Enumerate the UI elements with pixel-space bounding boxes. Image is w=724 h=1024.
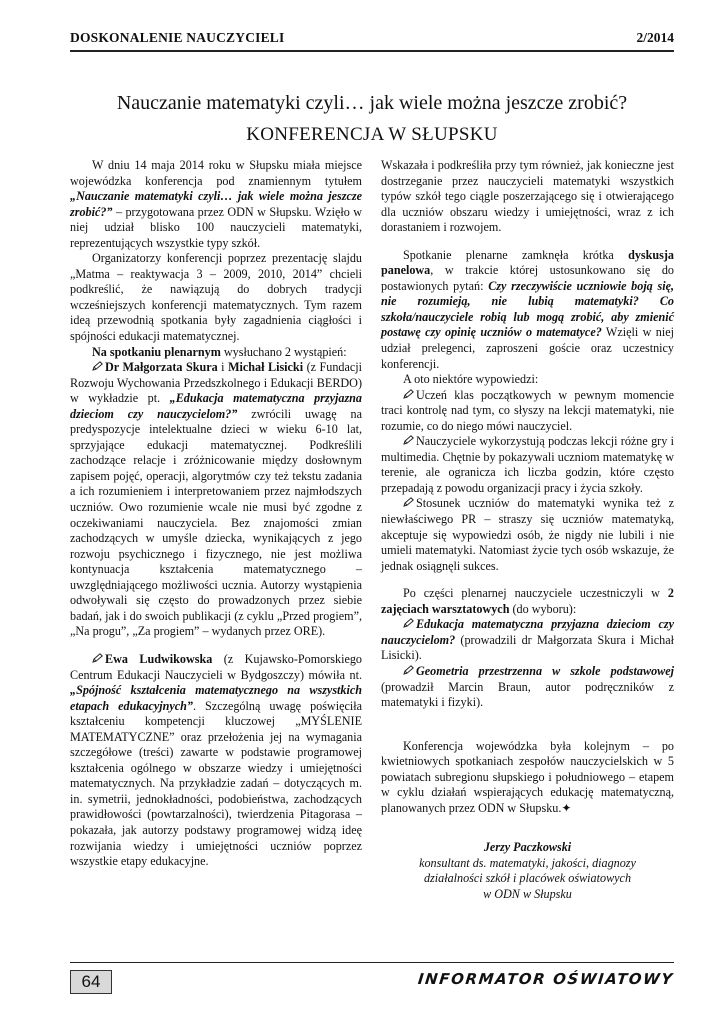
page-number: 64 (70, 970, 112, 994)
article-subtitle: KONFERENCJA W SŁUPSKU (246, 124, 498, 145)
workshop-item: Geometria przestrzenna w szkole podstawowej (prowadził Marcin Braun, autor podręczników z matematyki i fizyki). (381, 663, 674, 710)
workshop-item: Edukacja matematyczna przyjazna dzieciom czy nauczycielom? (prowadzili dr Małgorzata Skura i Michał Lisicki). (381, 617, 674, 663)
paragraph: W dniu 14 maja 2014 roku w Słupsku miała miejsce wojewódzka konferencja pod znamiennym tytułem „Nauczanie matematyki czyli… jak wiele można jeszcze zrobić?” – przygotowana przez ODN w Słupsku. Wzięło w niej udział blisko 100 nauczycieli matematyki, reprezentujących wszystkie typy szkół. (70, 158, 362, 250)
running-header (70, 28, 674, 50)
quote: Nauczyciele wykorzystują podczas lekcji różne gry i multimedia. Chętnie by pokazywali uczniom matematykę w terenie, ale ogranicza ich liczba godzin, które często przepadają z powodu organizacji pracy i życia szkoły. (381, 434, 674, 495)
paragraph: Konferencja wojewódzka była kolejnym – po kwietniowych spotkaniach zespołów nauczycielskich w 5 powiatach subregionu słupskiego i południowego – etapem w cyklu działań wspierających edukację matematyczną, planowanych przez ODN w Słupsku.✦ (381, 738, 674, 815)
pen-icon (403, 497, 414, 507)
end-mark: ✦ (561, 800, 572, 815)
left-column (70, 158, 362, 870)
paragraph: Dr Małgorzata Skura i Michał Lisicki (z Fundacji Rozwoju Wychowania Przedszkolnego i Edukacji BERDO) w wykładzie pt. „Edukacja matematyczna przyjazna dzieciom czy nauczycielom?” zwrócili uwagę na predyspozycje intelektualne dzieci w wieku 6-10 lat, sprzyjające edukacji matematycznej. Podkreślili zachodzące relacje i zróżnicowanie między dosłownym zapisem pojęć, operacji, algorytmów czy też tekstu zadania a ich rozumieniem i interpretowaniem przez najmłodszych uczniów. Owo rozumienie wcale nie musi być zgodne z oczekiwaniami nauczyciela. Bez znajomości zmian zachodzących w umyśle dziecka, wynikających z jego rozwoju psychicznego i fizycznego, nie jest możliwa kontynuacja kształcenia matematycznego – uwzględniającego możliwości ucznia. Autorzy wystąpienia odwoływali się często do prowadzonych przez siebie badań, jak i do swoich publikacji (z cyklu „Przed progiem”, „Na progu”, „Za progiem” – wydanych przez ORE). (70, 360, 362, 639)
pen-icon (92, 653, 103, 663)
paragraph: Organizatorzy konferencji poprzez prezentację slajdu „Matma – reaktywacja 3 – 2009, 2010, 2014” chcieli podkreślić, że nawiązują do dobrych tradycji wcześniejszych konferencji matematycznych. Tym razem ideą przewodnią spotkania były zagadnienia ciągłości i spójności edukacji matematycznej. (70, 251, 362, 344)
author-role: działalności szkół i placówek oświatowych (423, 871, 632, 886)
pen-icon (403, 435, 414, 445)
journal-section: DOSKONALENIE NAUCZYCIELI (70, 30, 285, 45)
pen-icon (92, 361, 103, 371)
author-name: Jerzy Paczkowski (483, 840, 572, 855)
author-role: w ODN w Słupsku (483, 886, 572, 901)
quote: Stosunek uczniów do matematyki wynika też z niewłaściwego PR – straszy się uczniów matematyką, akceptuje się wypowiedzi osób, że nigdy nie lubili i nie umieli matematyki. Natomiast życie tych osób wskazuje, że jednak osiągnęli sukces. (381, 496, 674, 573)
paragraph: Po części plenarnej nauczyciele uczestniczyli w 2 zajęciach warsztatowych (do wyboru): (381, 586, 674, 616)
footer-rule (70, 962, 674, 963)
author-role: konsultant ds. matematyki, jakości, diagnozy (419, 855, 636, 870)
magazine-logo: INFORMATOR OŚWIATOWY (417, 970, 675, 988)
quote: Uczeń klas początkowych w pewnym momencie traci kontrolę nad tym, co słyszy na lekcji matematyki, nie rozumie, co do niego mówi nauczyciel. (381, 387, 674, 433)
pen-icon (403, 618, 414, 628)
issue-number: 2/2014 (636, 30, 674, 45)
article-title: Nauczanie matematyki czyli… jak wiele można jeszcze zrobić? (116, 92, 628, 114)
paragraph: Spotkanie plenarne zamknęła krótka dyskusja panelowa, w trakcie której ustosunkowano się do postawionych pytań: Czy rzeczywiście uczniowie boją się, nie rozumieją, nie lubią matematyki? Co szkoła/nauczyciele robią lub mogą zrobić, aby zmienić postawę czy opinię uczniów o matematyce? Wzięli w niej udział prelegenci, zaproszeni goście oraz uczestnicy konferencji. (381, 247, 674, 371)
pen-icon (403, 389, 414, 399)
pen-icon (403, 665, 414, 675)
paragraph: Na spotkaniu plenarnym wysłuchano 2 wystąpień: (92, 344, 347, 359)
paragraph: Wskazała i podkreśliła przy tym również, jak konieczne jest dostrzeganie przez nauczycieli matematyki wszystkich typów szkół tego ciągle poszerzającego się i otwierającego dla uczniów obszaru wiedzy i umiejętności, wraz z ich dorastaniem i rozwojem. (381, 158, 674, 235)
paragraph: Ewa Ludwikowska (z Kujawsko-Pomorskiego Centrum Edukacji Nauczycieli w Bydgoszczy) mówiła nt. „Spójność kształcenia matematycznego na wszystkich etapach edukacyjnych”. Szczególną uwagę poświęciła kształceniu kompetencji kluczowej „MYŚLENIE MATEMATYCZNE” oraz przełożenia jej na wymagania szczegółowe (treści) zawarte w podstawie programowej kształcenia ogólnego w obszarze wiedzy i umiejętności matematycznych. Na przykładzie zadań – dotyczących m. in. symetrii, jednokładności, podobieństwa, zachodzących prawidłowości (powtarzalności), twierdzenia Pitagorasa – pokazała, jak autorzy podstawy programowej widzą ideę rozwijania wiedzy i umiejętności uczniów poprzez wszystkie etapy edukacyjne. (70, 651, 362, 869)
right-column (381, 158, 674, 903)
header-rule (70, 50, 674, 52)
signature (381, 840, 674, 902)
paragraph: A oto niektóre wypowiedzi: (403, 372, 539, 387)
